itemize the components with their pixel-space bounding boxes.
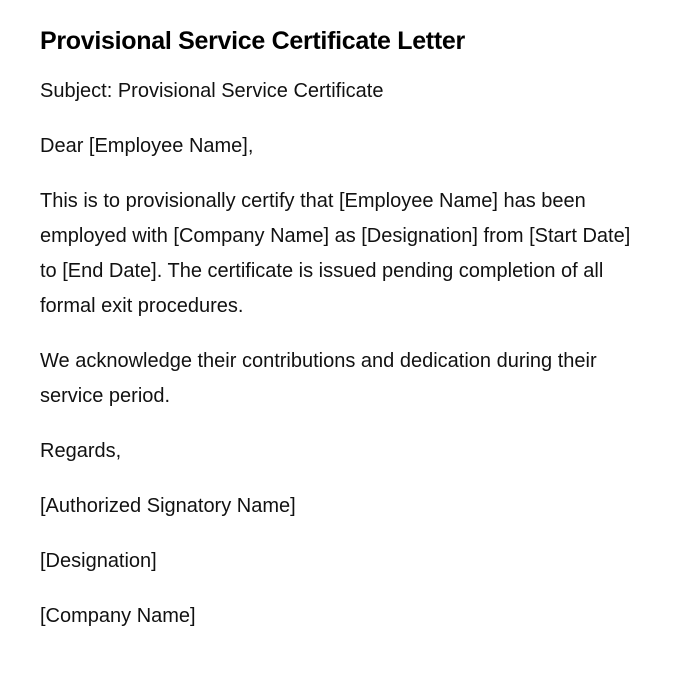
signatory-designation: [Designation] [40,550,157,572]
salutation: Dear [Employee Name], [40,135,254,157]
letter-title: Provisional Service Certificate Letter [40,27,465,55]
signatory-name: [Authorized Signatory Name] [40,495,296,517]
signatory-company: [Company Name] [40,605,196,627]
closing: Regards, [40,440,122,462]
body-paragraph-2: We acknowledge their contributions and dedication during their service period. [40,350,597,407]
body-paragraph-1: This is to provisionally certify that [Employee Name] has been employed with [Company Name] as [Designation] from [Start Date] to [End Date]. The certificate is issued pending completion of all formal exit procedures. [40,190,631,317]
subject-line: Subject: Provisional Service Certificate [40,80,384,102]
